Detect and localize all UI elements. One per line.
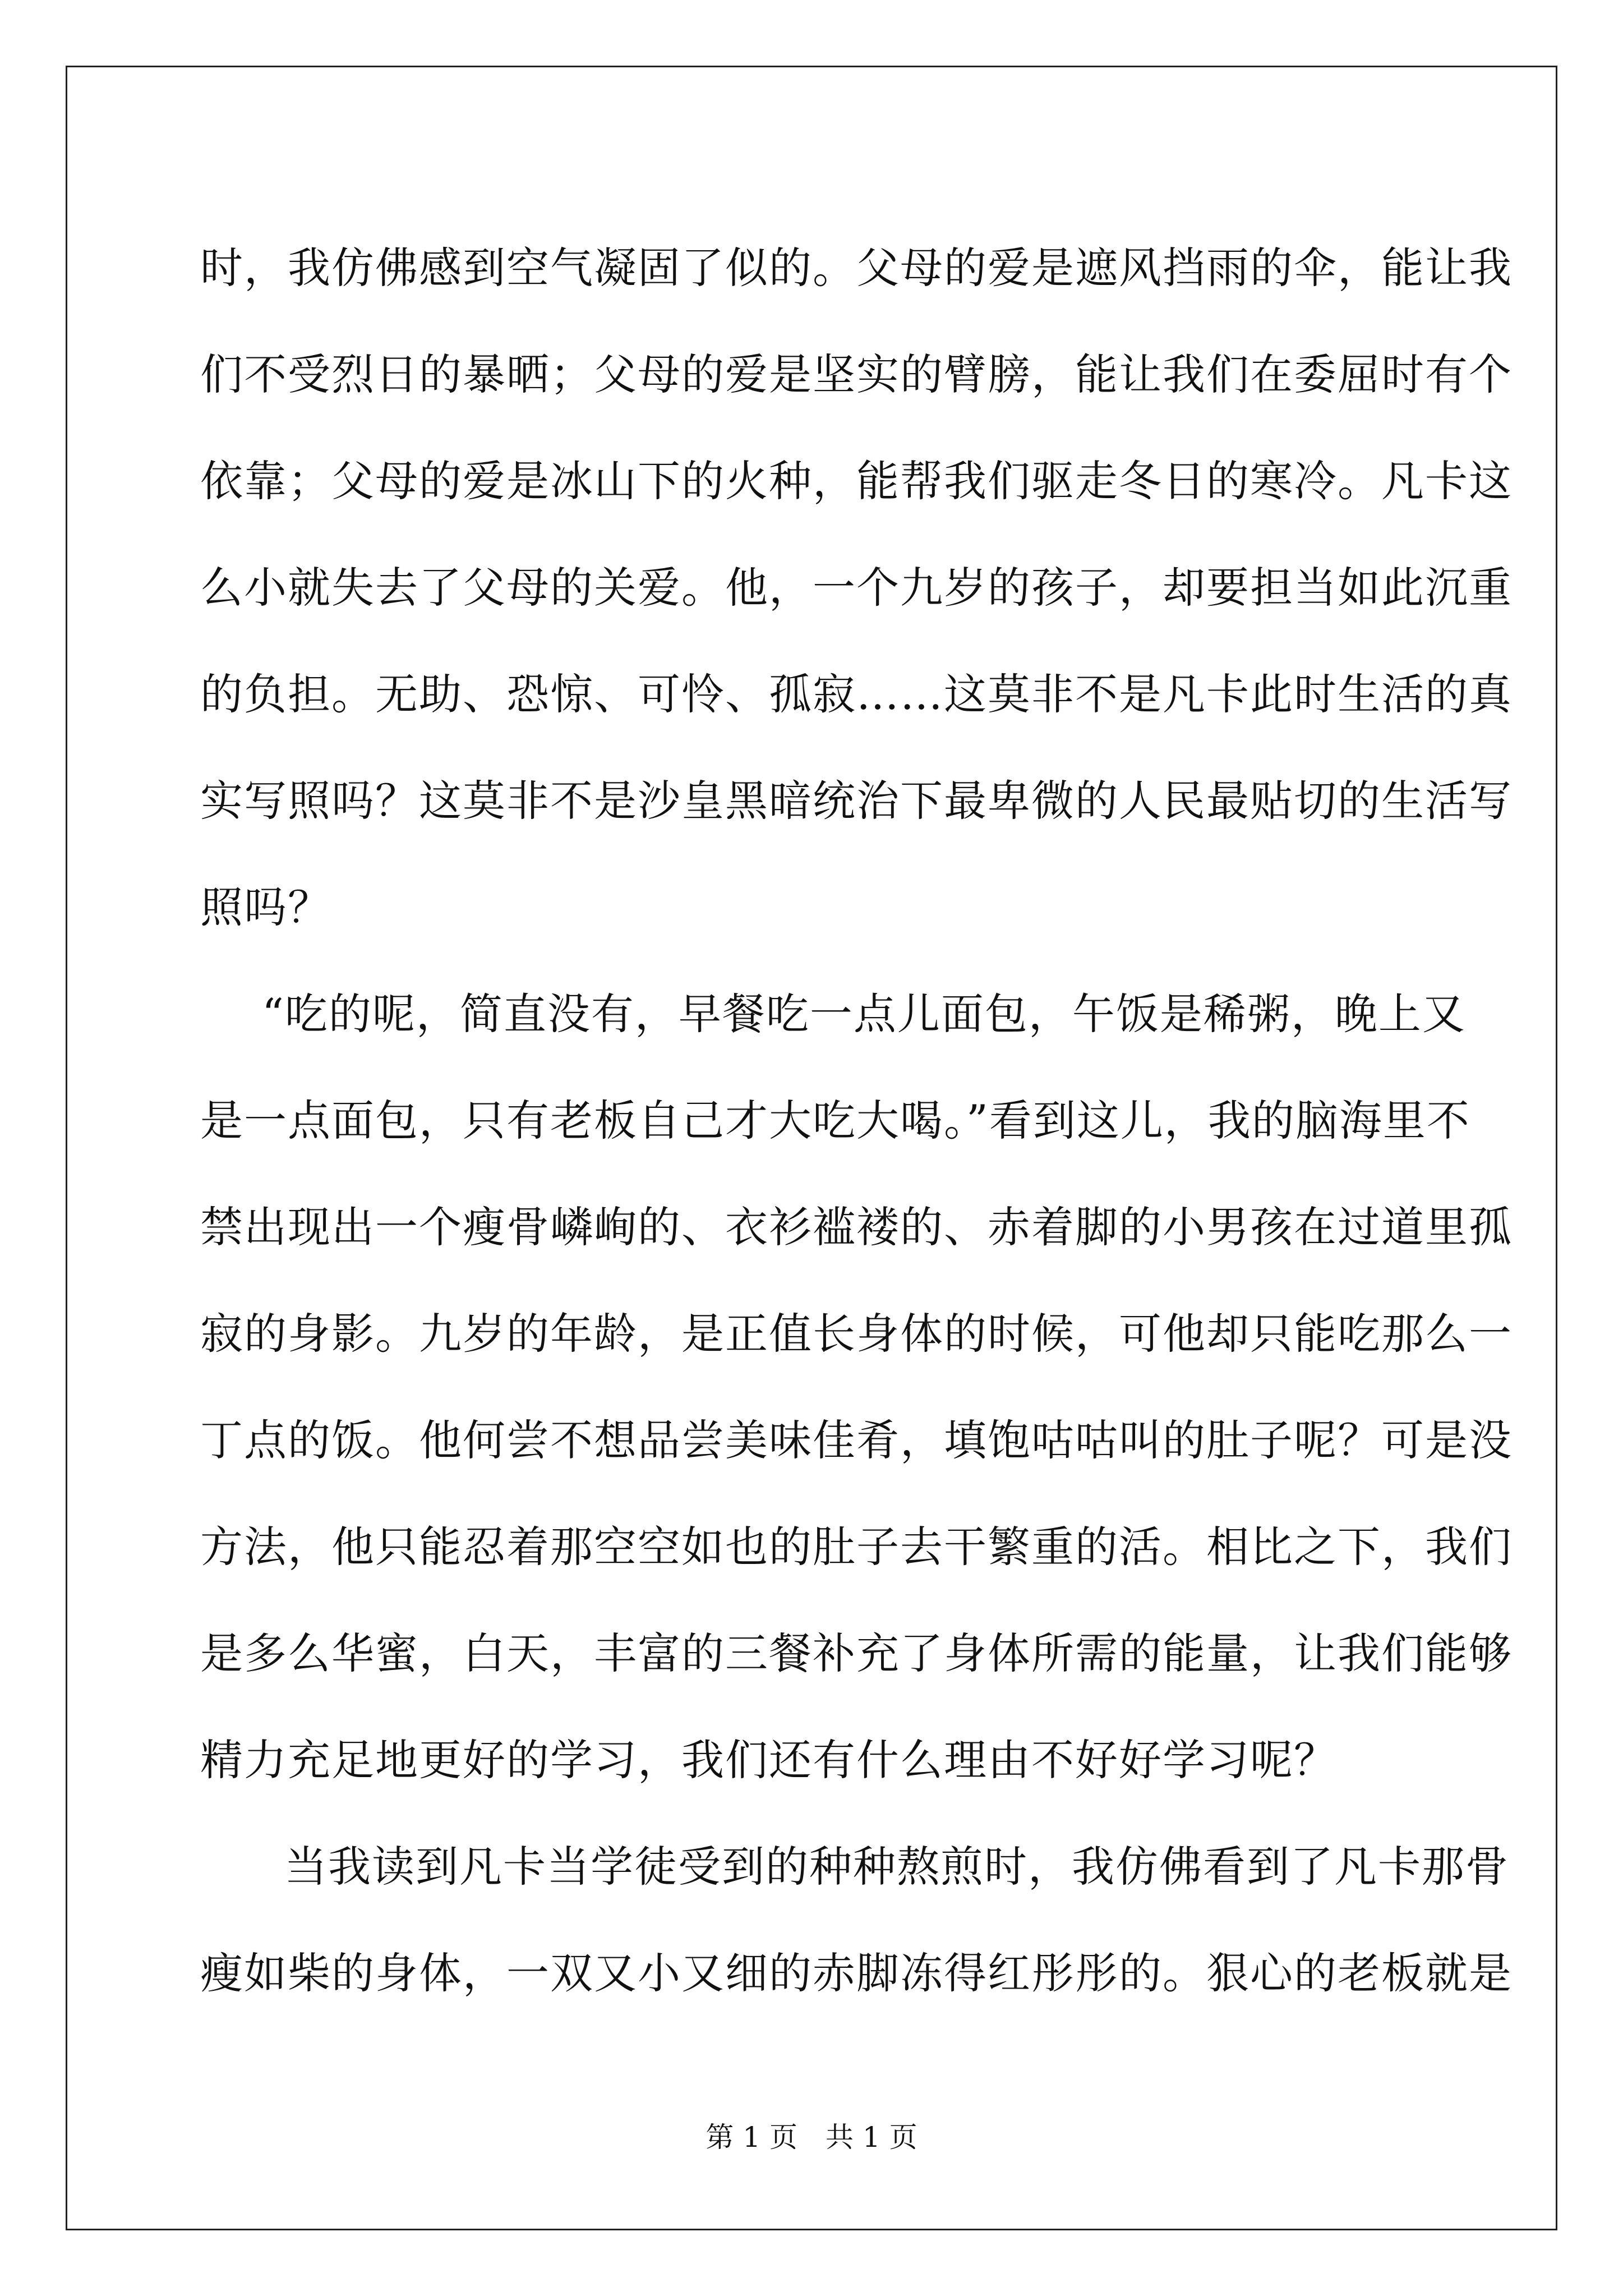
text-line: 们不受烈日的暴晒；父母的爱是坚实的臂膀，能让我们在委屈时有个	[200, 349, 1513, 399]
text-line: 么小就失去了父母的关爱。他，一个九岁的孩子，却要担当如此沉重	[200, 563, 1513, 613]
text-line: 方法，他只能忍着那空空如也的肚子去干繁重的活。相比之下，我们	[200, 1522, 1513, 1572]
text-line: 禁出现出一个瘦骨嶙峋的、衣衫褴褛的、赤着脚的小男孩在过道里孤	[200, 1202, 1513, 1252]
text-line: 是多么华蜜，白天，丰富的三餐补充了身体所需的能量，让我们能够	[200, 1628, 1513, 1678]
text-line: 照吗？	[200, 882, 331, 932]
text-line: 寂的身影。九岁的年龄，是正值长身体的时候，可他却只能吃那么一	[200, 1309, 1513, 1359]
text-line: 依靠；父母的爱是冰山下的火种，能帮我们驱走冬日的寒冷。凡卡这	[200, 456, 1513, 506]
text-line: 丁点的饭。他何尝不想品尝美味佳肴，填饱咕咕叫的肚子呢？可是没	[200, 1415, 1513, 1465]
text-line: “吃的呢，简直没有，早餐吃一点儿面包，午饭是稀粥，晚上又	[262, 989, 1466, 1039]
text-line: 瘦如柴的身体，一双又小又细的赤脚冻得红彤彤的。狠心的老板就是	[200, 1948, 1513, 1998]
text-line: 的负担。无助、恐惊、可怜、孤寂……这莫非不是凡卡此时生活的真	[200, 669, 1513, 719]
text-line: 当我读到凡卡当学徒受到的种种熬煎时，我仿佛看到了凡卡那骨	[284, 1842, 1509, 1892]
text-line: 时，我仿佛感到空气凝固了似的。父母的爱是遮风挡雨的伞，能让我	[200, 243, 1513, 293]
page-number-footer: 第 1 页 共 1 页	[706, 2121, 917, 2154]
text-line: 是一点面包，只有老板自己才大吃大喝。”看到这儿，我的脑海里不	[200, 1096, 1470, 1145]
text-line: 精力充足地更好的学习，我们还有什么理由不好好学习呢？	[200, 1735, 1338, 1785]
text-line: 实写照吗？这莫非不是沙皇黑暗统治下最卑微的人民最贴切的生活写	[200, 776, 1513, 826]
